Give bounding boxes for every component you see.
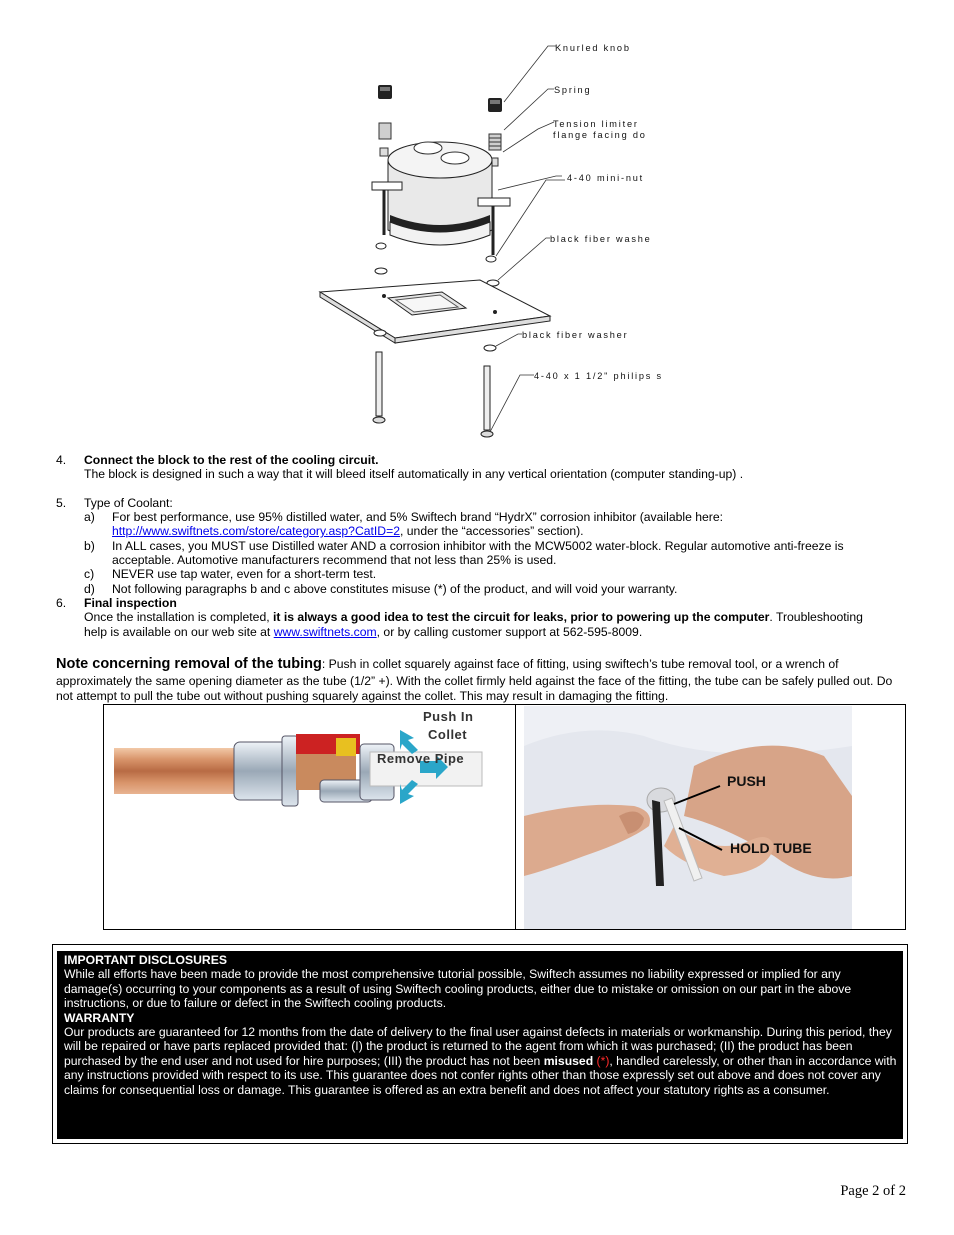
spring-right bbox=[489, 134, 501, 150]
step-5a-link-line bbox=[112, 524, 902, 538]
step-5-title: Type of Coolant: bbox=[84, 496, 173, 510]
photo-label-hold-tube: HOLD TUBE bbox=[730, 840, 812, 856]
photo-label-push: PUSH bbox=[727, 773, 766, 789]
step-4-title: Connect the block to the rest of the cooling circuit. bbox=[84, 453, 379, 467]
step-5a-letter: a) bbox=[84, 510, 95, 524]
callout-spring: Spring bbox=[554, 85, 592, 95]
callout-tension-limiter: Tension limiter bbox=[553, 119, 639, 129]
hands-holding-tool-drawing bbox=[524, 706, 852, 929]
page-number: Page 2 of 2 bbox=[840, 1183, 906, 1199]
step-5a-after: , under the “accessories” section). bbox=[400, 524, 584, 538]
swiftnets-website-link[interactable]: www.swiftnets.com bbox=[273, 625, 377, 639]
step-6-line2: help is available on our web site at www.swiftnets.com, or by calling customer support at 562-595-8009. bbox=[84, 625, 643, 639]
note-line2: approximately the same opening diameter as the tube (1/2” +). With the collet firmly held against the face of the fitting, the tube can be safely pulled out. Do bbox=[56, 674, 893, 688]
knurled-knob-left bbox=[378, 85, 392, 99]
step-5c-text: NEVER use tap water, even for a short-term test. bbox=[112, 567, 377, 581]
step-6-line1: Once the installation is completed, it is always a good idea to test the circuit for leaks, prior to powering up the computer. Troubleshooting bbox=[84, 610, 863, 624]
step-5b-letter: b) bbox=[84, 539, 95, 553]
step-4-number: 4. bbox=[56, 453, 67, 467]
tube-removal-photo bbox=[524, 706, 852, 929]
callout-philips-screw: 4-40 x 1 1/2" philips s bbox=[534, 371, 663, 381]
step-5-number: 5. bbox=[56, 496, 67, 510]
knurled-knob-right bbox=[488, 98, 502, 112]
image-table-divider bbox=[515, 705, 516, 929]
warranty-paragraph: Our products are guaranteed for 12 months from the date of delivery to the final user against defects in materials or workmanship. During this period, they will be repaired or have parts replaced provided that: (I) the product is returned to the agent from which it was purchased; (II) the product has been purchased by the end user and not used for hire purposes; (III) the product has not been misused (*), handled carelessly, or other than in accordance with any instructions provided with respect to its use. This guarantee does not confer rights other than those expressly set out above and does not cover any claims for consequential loss or damage. This guarantee is offered as an extra benefit and does not affect your statutory rights as a consumer. bbox=[64, 1025, 897, 1097]
note-line1: Note concerning removal of the tubing: Push in collet squarely against face of fitting, using swiftech’s tube removal tool, or a wrench of bbox=[56, 656, 839, 672]
waterblock-body bbox=[388, 142, 492, 245]
callout-knurled-knob: Knurled knob bbox=[555, 43, 631, 53]
note-line3: not attempt to pull the tube out without pushing squarely against the collet. This may result in damaging the fitting. bbox=[56, 689, 669, 703]
step-5d-text: Not following paragraphs b and c above constitutes misuse (*) of the product, and will void your warranty. bbox=[112, 582, 678, 596]
disclosures-heading: IMPORTANT DISCLOSURES bbox=[64, 953, 227, 967]
philips-screw-right bbox=[481, 366, 493, 437]
step-5b-line1: In ALL cases, you MUST use Distilled water AND a corrosion inhibitor with the MCW5002 water-block. Regular automotive anti-freeze is bbox=[112, 539, 844, 553]
fitting-illustration bbox=[110, 708, 510, 818]
callout-black-fiber-washer-bottom: black fiber washer bbox=[522, 330, 629, 340]
step-6-number: 6. bbox=[56, 596, 67, 610]
step-5d-letter: d) bbox=[84, 582, 95, 596]
warranty-heading: WARRANTY bbox=[64, 1010, 135, 1025]
callout-flange-facing: flange facing do bbox=[553, 130, 647, 140]
fitting-label-remove-pipe: Remove Pipe bbox=[377, 751, 465, 766]
disclosures-paragraph: While all efforts have been made to provide the most comprehensive tutorial possible, Swiftech assumes no liability expressed or implied for any damage(s) occurring to your components as a result of using Swiftech cooling products, either due to mistake or omission on our part in the above instructions, or due to failure or defect in the Swiftech cooling products. bbox=[64, 967, 852, 1011]
callout-mini-nut: 4-40 mini-nut bbox=[567, 173, 645, 183]
step-5a-text: For best performance, use 95% distilled water, and 5% Swiftech brand “HydrX” corrosion inhibitor (available here: bbox=[112, 510, 724, 524]
step-5b-line2: acceptable. Automotive manufacturers recommend that not less than 25% is used. bbox=[112, 553, 557, 567]
philips-screw-left bbox=[373, 352, 385, 423]
fitting-label-push-in: Push In bbox=[423, 709, 474, 724]
callout-black-fiber-washer-top: black fiber washe bbox=[550, 234, 652, 244]
spring-left bbox=[379, 123, 391, 139]
misuse-asterisk: (*) bbox=[596, 1053, 610, 1068]
fitting-label-collet: Collet bbox=[428, 727, 468, 742]
hydrx-store-link[interactable]: http://www.swiftnets.com/store/category.asp?CatID=2 bbox=[112, 524, 400, 538]
motherboard-plate bbox=[320, 280, 550, 343]
note-heading: Note concerning removal of the tubing bbox=[56, 656, 322, 672]
step-5c-letter: c) bbox=[84, 567, 95, 581]
disclosures-text bbox=[64, 953, 900, 1097]
step-4-body: The block is designed in such a way that it will bleed itself automatically in any vertical orientation (computer standing-up) . bbox=[84, 467, 744, 481]
step-6-title: Final inspection bbox=[84, 596, 177, 610]
exploded-diagram bbox=[300, 30, 663, 450]
